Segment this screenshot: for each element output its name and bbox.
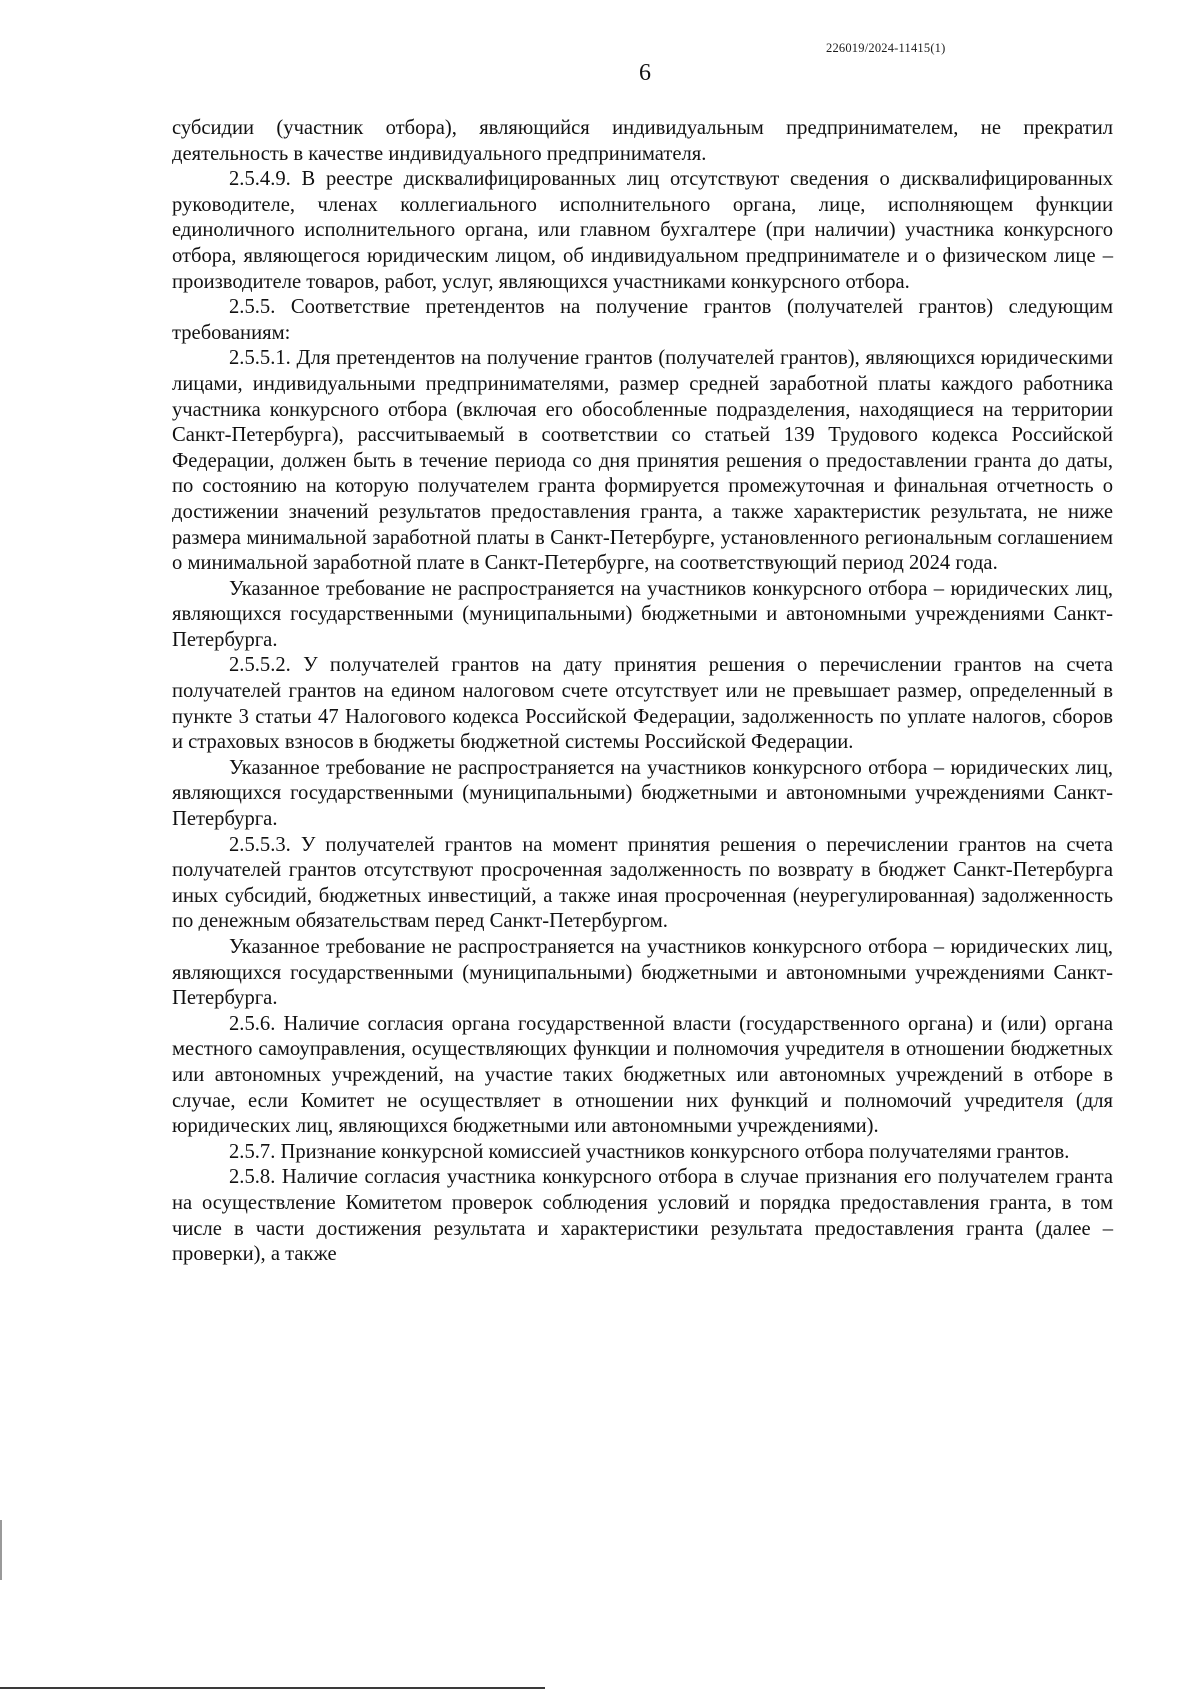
paragraph-continuation: субсидии (участник отбора), являющийся индивидуальным предпринимателем, не прекратил деятельность в качестве индивидуального предпринимателя. (172, 117, 1113, 165)
paragraph-2-5-4-9: 2.5.4.9. В реестре дисквалифицированных лиц отсутствуют сведения о дисквалифицированных руководителе, членах коллегиального исполнительного органа, лице, исполняющем функции единоличного исполнительного органа, или главном бухгалтере (при наличии) участника конкурсного отбора, являющегося юридическим лицом, об индивидуальном предпринимателе и о физическом лице – производителе товаров, работ, услуг, являющихся участниками конкурсного отбора. (172, 168, 1113, 293)
document-id: 226019/2024-11415(1) (826, 41, 946, 55)
paragraph-2-5-6: 2.5.6. Наличие согласия органа государственной власти (государственного органа) и (или) органа местного самоуправления, осуществляющих функции и полномочия учредителя в отношении бюджетных или автономных учреждений, на участие таких бюджетных или автономных учреждений в отборе в случае, если Комитет не осуществляет в отношении них функций и полномочий учредителя (для юридических лиц, являющихся бюджетными или автономными учреждениями). (172, 1012, 1113, 1138)
paragraph-note-2: Указанное требование не распространяется на участников конкурсного отбора – юридических лиц, являющихся государственными (муниципальными) бюджетными и автономными учреждениями Санкт-Петербурга. (172, 756, 1113, 831)
paragraph-note-1: Указанное требование не распространяется на участников конкурсного отбора – юридических лиц, являющихся государственными (муниципальными) бюджетными и автономными учреждениями Санкт-Петербурга. (172, 577, 1113, 651)
paragraph-2-5-5-3: 2.5.5.3. У получателей грантов на момент принятия решения о перечислении грантов на счета получателей грантов отсутствуют просроченная задолженность по возврату в бюджет Санкт-Петербурга иных субсидий, бюджетных инвестиций, а также иная просроченная (неурегулированная) задолженность по денежным обязательствам перед Санкт-Петербургом. (172, 833, 1113, 933)
page-number: 6 (639, 60, 651, 86)
scan-edge-mark (0, 1520, 2, 1580)
paragraph-2-5-5-1: 2.5.5.1. Для претендентов на получение грантов (получателей грантов), являющихся юридическими лицами, индивидуальными предпринимателями, размер средней заработной платы каждого работника участника конкурсного отбора (включая его обособленные подразделения, находящиеся на территории Санкт-Петербурга), рассчитываемый в соответствии со статьей 139 Трудового кодекса Российской Федерации, должен быть в течение периода со дня принятия решения о предоставлении гранта до даты, по состоянию на которую получателем гранта формируется промежуточная и финальная отчетность о достижении значений результатов предоставления гранта, а также характеристик результата, не ниже размера минимальной заработной платы в Санкт-Петербурге, установленного региональным соглашением о минимальной заработной плате в Санкт-Петербурге, на соответствующий период 2024 года. (172, 347, 1113, 575)
paragraph-2-5-5-2: 2.5.5.2. У получателей грантов на дату принятия решения о перечислении грантов на счета получателей грантов на едином налоговом счете отсутствует или не превышает размер, определенный в пункте 3 статьи 47 Налогового кодекса Российской Федерации, задолженность по уплате налогов, сборов и страховых взносов в бюджеты бюджетной системы Российской Федерации. (172, 654, 1113, 754)
paragraph-2-5-7: 2.5.7. Признание конкурсной комиссией участников конкурсного отбора получателями грантов. (229, 1140, 1070, 1163)
paragraph-note-3: Указанное требование не распространяется на участников конкурсного отбора – юридических лиц, являющихся государственными (муниципальными) бюджетными и автономными учреждениями Санкт-Петербурга. (172, 936, 1113, 1010)
document-body (172, 116, 1113, 1268)
paragraph-2-5-5: 2.5.5. Соответствие претендентов на получение грантов (получателей грантов) следующим требованиям: (172, 296, 1113, 344)
paragraph-2-5-8: 2.5.8. Наличие согласия участника конкурсного отбора в случае признания его получателем гранта на осуществление Комитетом проверок соблюдения условий и порядка предоставления гранта, в том числе в части достижения результата и характеристики результата предоставления гранта (далее – проверки), а также (172, 1166, 1113, 1266)
